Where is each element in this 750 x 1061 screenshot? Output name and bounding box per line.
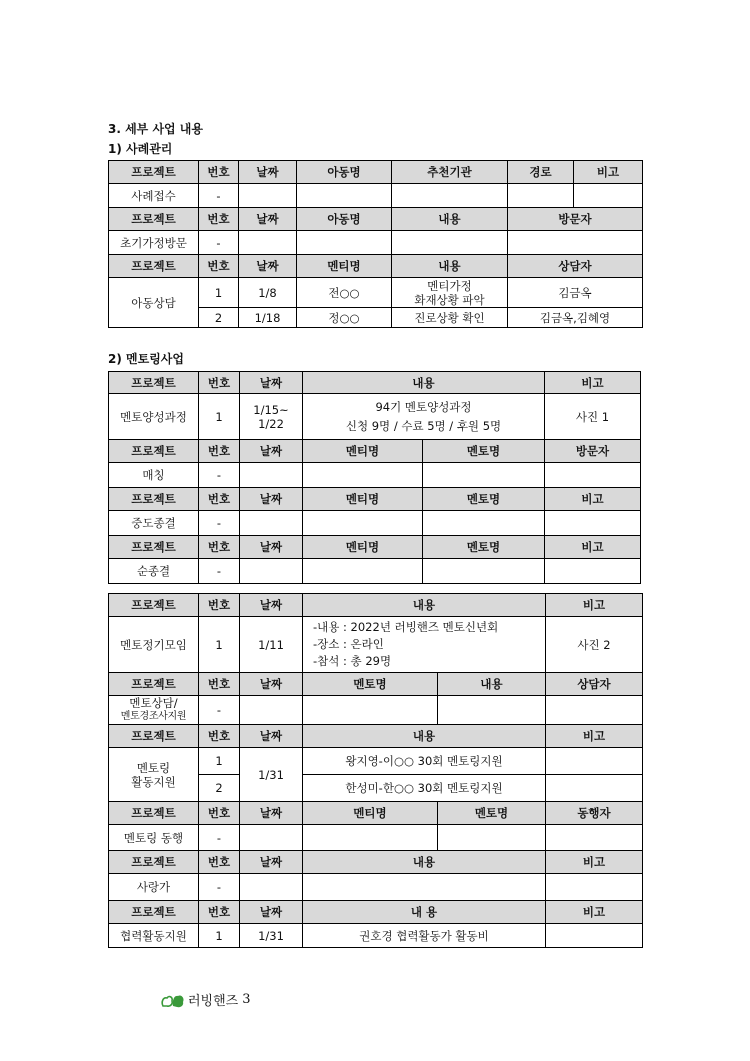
header-content: 내용 [438,673,546,696]
page-footer [160,990,251,1009]
cell-date: 1/11 [240,617,303,673]
cell-num: - [199,559,240,584]
cell-project: 중도종결 [109,511,199,536]
header-date: 날짜 [240,901,303,924]
subsection-mentoring-title: 2) 멘토링사업 [108,352,184,366]
header-date: 날짜 [239,208,297,231]
header-mentor: 멘토명 [423,536,545,559]
cell-num: - [199,231,239,255]
cell-date: 1/31 [240,924,303,948]
header-project: 프로젝트 [109,536,199,559]
cell-project [109,696,199,725]
header-note: 비고 [545,536,641,559]
cell-date: 1/31 [240,748,303,802]
cell-num: 2 [199,775,240,802]
header-num: 번호 [199,536,240,559]
header-project: 프로젝트 [109,594,199,617]
content-line: 화재상황 파악 [414,292,485,307]
cell-mentee: 전○○ [297,278,392,308]
cell-num: - [199,511,240,536]
cell-content [303,617,546,673]
table-row [109,511,641,536]
cell-project: 멘토양성과정 [109,394,199,440]
page-number: 3 [242,992,251,1007]
header-content: 내 용 [303,901,546,924]
header-note: 비고 [546,851,643,874]
header-note: 비고 [545,488,641,511]
header-counselor: 상담자 [546,673,643,696]
header-project: 프로젝트 [109,851,199,874]
table-row [109,559,641,584]
header-date: 날짜 [240,802,303,825]
cell-counselor: 김금옥,김혜영 [508,308,643,328]
subsection-case-title: 1) 사례관리 [108,142,173,156]
cell-project: 매칭 [109,463,199,488]
header-num: 번호 [199,488,240,511]
header-project: 프로젝트 [109,901,199,924]
cell-num: 1 [199,617,240,673]
table-row [109,924,643,948]
header-content: 내용 [392,255,508,278]
cell-project [109,748,199,802]
header-note: 비고 [546,901,643,924]
header-mentee: 멘티명 [303,488,423,511]
table-row [109,825,643,851]
header-companion: 동행자 [546,802,643,825]
header-mentor: 멘토명 [438,802,546,825]
header-project: 프로젝트 [109,255,199,278]
cell-content: 왕지영-이○○ 30회 멘토링지원 [303,748,546,775]
cell-project: 사랑가 [109,874,199,901]
content-line: 멘티가정 [427,278,472,293]
header-mentor: 멘토명 [423,488,545,511]
header-note: 비고 [546,725,643,748]
header-mentee: 멘티명 [303,802,438,825]
header-date: 날짜 [240,536,303,559]
header-num: 번호 [199,802,240,825]
header-mentee: 멘티명 [303,440,423,463]
header-mentor: 멘토명 [423,440,545,463]
header-num: 번호 [199,594,240,617]
content-line: -내용 : 2022년 러빙핸즈 멘토신년회 [313,620,499,634]
header-project: 프로젝트 [109,673,199,696]
cell-project: 멘토링 동행 [109,825,199,851]
table-row [109,394,641,440]
header-date: 날짜 [240,440,303,463]
header-num: 번호 [199,440,240,463]
header-num: 번호 [199,673,240,696]
header-visitor: 방문자 [545,440,641,463]
cell-content: 진로상황 확인 [392,308,508,328]
project-line: 멘토상담/ [129,696,178,710]
mentoring-table-a [108,371,641,584]
header-mentee: 멘티명 [303,536,423,559]
brand-name: 러빙핸즈 [188,994,239,1009]
header-date: 날짜 [240,594,303,617]
header-num: 번호 [199,372,240,394]
header-project: 프로젝트 [109,802,199,825]
header-date: 날짜 [240,488,303,511]
cell-num: - [199,825,240,851]
cell-project: 아동상담 [109,278,199,328]
header-project: 프로젝트 [109,488,199,511]
header-visitor: 방문자 [508,208,643,231]
cell-num: 1 [199,748,240,775]
hands-logo-icon [160,991,186,1009]
table-row [109,617,643,673]
mentoring-table-b [108,593,643,948]
header-content: 내용 [303,594,546,617]
header-content: 내용 [392,208,508,231]
header-date: 날짜 [240,851,303,874]
cell-num: - [199,184,239,208]
cell-project: 협력활동지원 [109,924,199,948]
header-content: 내용 [303,725,546,748]
cell-num: 1 [199,924,240,948]
project-line: 활동지원 [131,774,176,789]
header-note: 비고 [574,161,643,184]
content-line: 94기 멘토양성과정 [375,400,472,414]
header-date: 날짜 [240,372,303,394]
cell-num: - [199,463,240,488]
section-title: 3. 세부 사업 내용 [108,122,203,136]
header-project: 프로젝트 [109,208,199,231]
header-child: 아동명 [297,161,392,184]
header-route: 경로 [508,161,574,184]
cell-mentee: 정○○ [297,308,392,328]
header-child: 아동명 [297,208,392,231]
cell-note: 사진 1 [545,394,641,440]
cell-num: 2 [199,308,239,328]
table-row [109,278,643,308]
content-line: 신청 9명 / 수료 5명 / 후원 5명 [345,419,502,433]
cell-project: 초기가정방문 [109,231,199,255]
cell-content: 한성미-한○○ 30회 멘토링지원 [303,775,546,802]
header-note: 비고 [546,594,643,617]
header-counselor: 상담자 [508,255,643,278]
table-row [109,463,641,488]
cell-content: 권호경 협력활동가 활동비 [303,924,546,948]
content-line: -참석 : 총 29명 [313,654,392,668]
cell-project: 멘토정기모임 [109,617,199,673]
project-line: 멘토링 [136,760,171,775]
cell-num: 1 [199,278,239,308]
project-line: 멘토경조사지원 [120,711,187,722]
cell-project: 순종결 [109,559,199,584]
table-row [109,748,643,775]
cell-counselor: 김금옥 [508,278,643,308]
header-num: 번호 [199,161,239,184]
header-num: 번호 [199,901,240,924]
cell-date [240,394,303,440]
header-note: 비고 [545,372,641,394]
content-line: -장소 : 온라인 [313,637,384,651]
cell-date: 1/18 [239,308,297,328]
header-date: 날짜 [240,725,303,748]
header-project: 프로젝트 [109,440,199,463]
cell-content [303,394,545,440]
table-row [109,184,643,208]
header-mentor: 멘토명 [303,673,438,696]
header-num: 번호 [199,208,239,231]
header-date: 날짜 [239,161,297,184]
header-num: 번호 [199,725,240,748]
table-row [109,874,643,901]
cell-num: - [199,874,240,901]
header-date: 날짜 [239,255,297,278]
header-project: 프로젝트 [109,725,199,748]
cell-num: - [199,696,240,725]
header-project: 프로젝트 [109,161,199,184]
cell-num: 1 [199,394,240,440]
date-line: 1/22 [258,416,284,431]
case-management-table [108,160,643,328]
header-project: 프로젝트 [109,372,199,394]
header-num: 번호 [199,255,239,278]
cell-date: 1/8 [239,278,297,308]
header-date: 날짜 [240,673,303,696]
cell-content [392,278,508,308]
table-row [109,231,643,255]
header-content: 내용 [303,851,546,874]
header-num: 번호 [199,851,240,874]
cell-project: 사례접수 [109,184,199,208]
date-line: 1/15~ [253,402,289,417]
header-content: 내용 [303,372,545,394]
header-referral: 추천기관 [392,161,508,184]
cell-note: 사진 2 [546,617,643,673]
table-row [109,696,643,725]
header-mentee: 멘티명 [297,255,392,278]
